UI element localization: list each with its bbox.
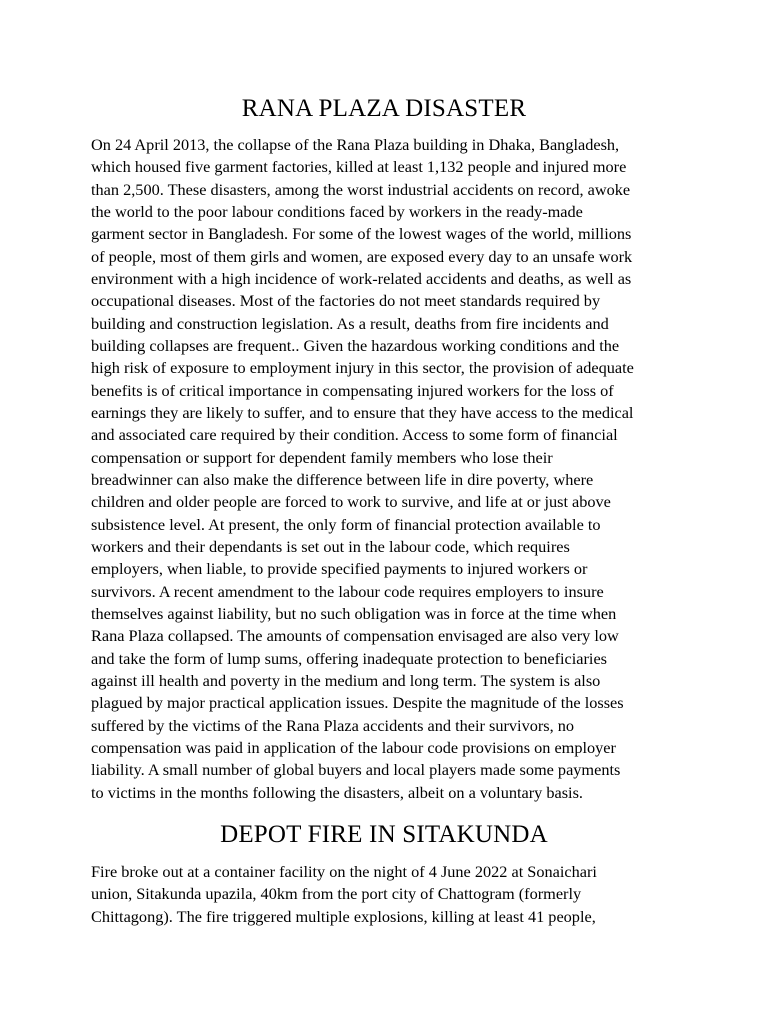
body-line: than 2,500. These disasters, among the worst industrial accidents on record, awoke [91, 180, 631, 199]
body-line: workers and their dependants is set out in the labour code, which requires [91, 537, 570, 556]
body-line: building and construction legislation. As a result, deaths from fire incidents and [91, 314, 609, 333]
body-line: occupational diseases. Most of the factories do not meet standards required by [91, 291, 601, 310]
body-line: plagued by major practical application issues. Despite the magnitude of the losses [91, 693, 624, 712]
body-line: breadwinner can also make the difference between life in dire poverty, where [91, 470, 594, 489]
body-line: survivors. A recent amendment to the labour code requires employers to insure [91, 582, 604, 601]
section-heading-sitakunda: DEPOT FIRE IN SITAKUNDA [220, 821, 548, 848]
body-line: Fire broke out at a container facility on the night of 4 June 2022 at Sonaichari [91, 862, 597, 881]
body-line: compensation was paid in application of the labour code provisions on employer [91, 738, 616, 757]
body-line: which housed five garment factories, killed at least 1,132 people and injured more [91, 157, 627, 176]
body-line: and associated care required by their condition. Access to some form of financial [91, 425, 618, 444]
body-line: suffered by the victims of the Rana Plaza accidents and their survivors, no [91, 716, 575, 735]
body-line: of people, most of them girls and women, are exposed every day to an unsafe work [91, 247, 633, 266]
body-line: On 24 April 2013, the collapse of the Rana Plaza building in Dhaka, Bangladesh, [91, 135, 620, 154]
body-line: subsistence level. At present, the only form of financial protection available to [91, 515, 601, 534]
body-line: Rana Plaza collapsed. The amounts of compensation envisaged are also very low [91, 626, 619, 645]
body-line: environment with a high incidence of work-related accidents and deaths, as well as [91, 269, 632, 288]
body-line: employers, when liable, to provide specified payments to injured workers or [91, 559, 588, 578]
body-line: liability. A small number of global buyers and local players made some payments [91, 760, 621, 779]
body-line: Chittagong). The fire triggered multiple explosions, killing at least 41 people, [91, 907, 596, 926]
body-line: high risk of exposure to employment injury in this sector, the provision of adequate [91, 358, 634, 377]
body-line: the world to the poor labour conditions faced by workers in the ready-made [91, 202, 583, 221]
body-line: to victims in the months following the disasters, albeit on a voluntary basis. [91, 783, 583, 802]
body-line: union, Sitakunda upazila, 40km from the port city of Chattogram (formerly [91, 884, 582, 903]
body-line: against ill health and poverty in the medium and long term. The system is also [91, 671, 601, 690]
body-line: themselves against liability, but no such obligation was in force at the time when [91, 604, 617, 623]
body-line: benefits is of critical importance in compensating injured workers for the loss of [91, 381, 614, 400]
body-line: and take the form of lump sums, offering inadequate protection to beneficiaries [91, 649, 608, 668]
body-line: compensation or support for dependent family members who lose their [91, 448, 553, 467]
body-line: earnings they are likely to suffer, and to ensure that they have access to the medical [91, 403, 634, 422]
body-line: building collapses are frequent.. Given the hazardous working conditions and the [91, 336, 620, 355]
body-line: garment sector in Bangladesh. For some of the lowest wages of the world, millions [91, 224, 632, 243]
body-line: children and older people are forced to work to survive, and life at or just above [91, 492, 611, 511]
section-heading-rana-plaza: RANA PLAZA DISASTER [241, 95, 527, 122]
